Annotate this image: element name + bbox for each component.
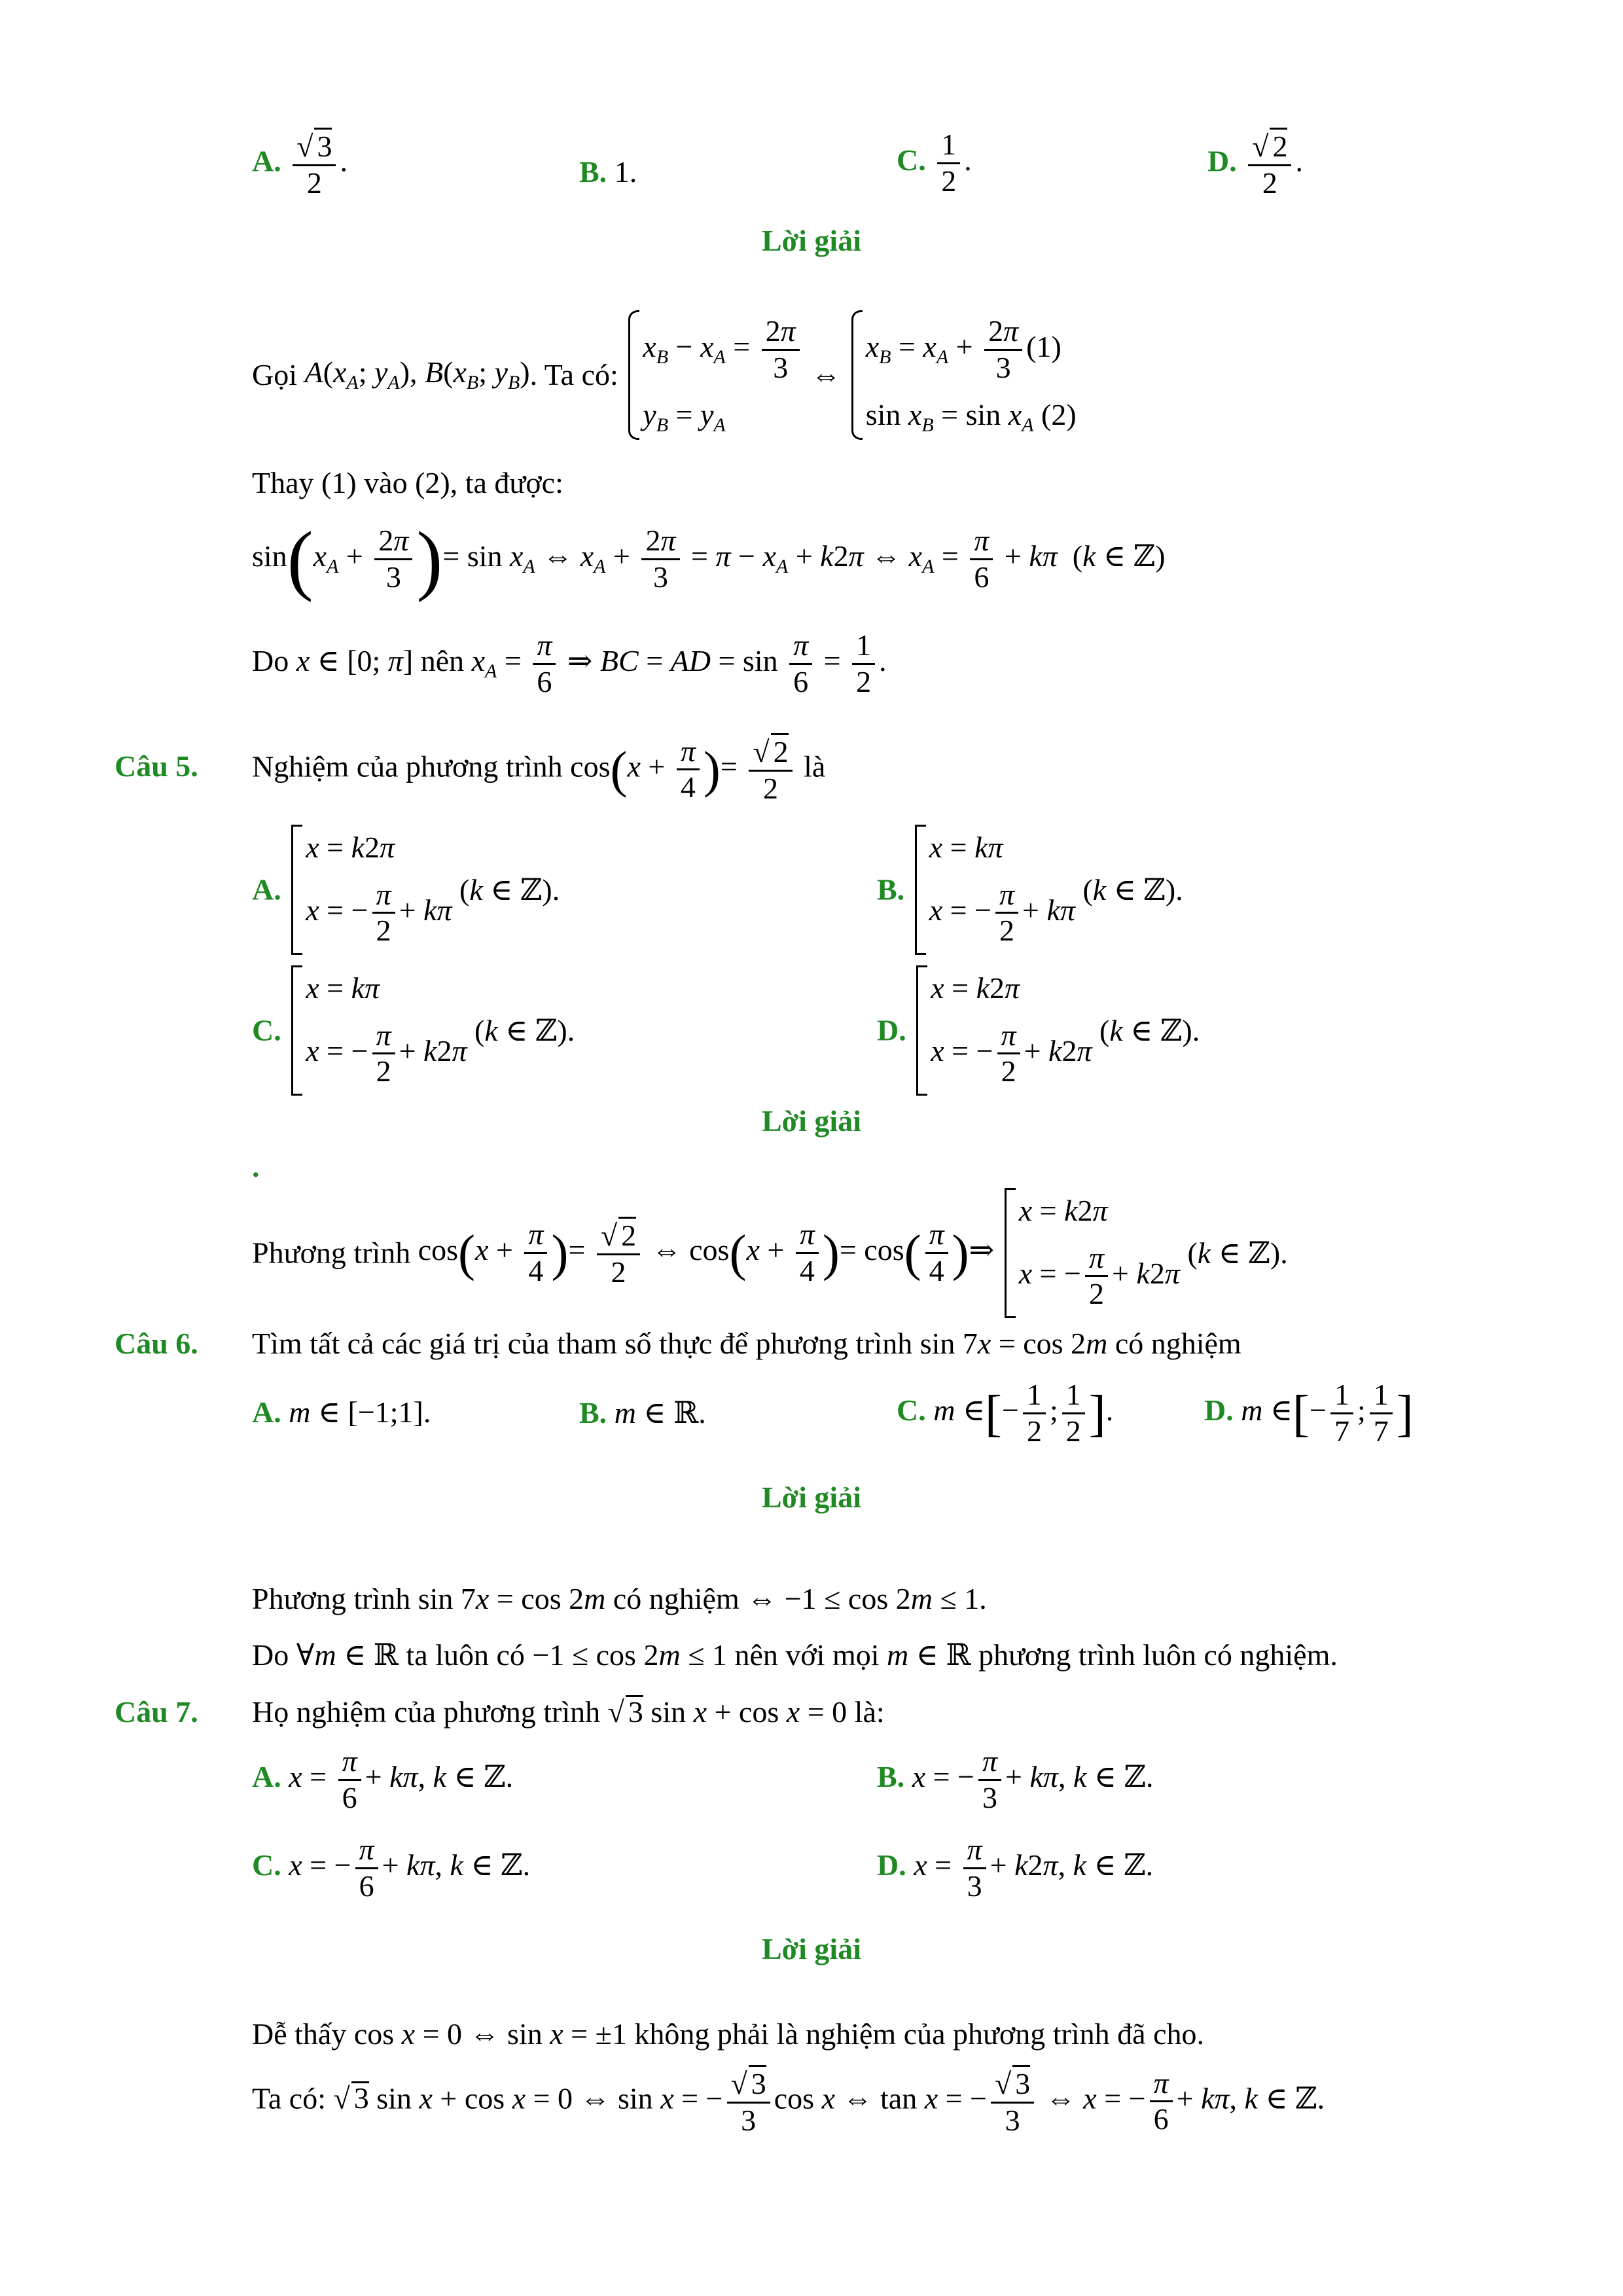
q6-option-b: B. m ∈ ℝ. bbox=[579, 1395, 706, 1430]
q5-option-a: A. x = k2π x = − $\frac{\pi}{2}$ + kπ (k ∈ ℤ). bbox=[252, 825, 560, 955]
q4-option-a: A. $\frac{√ 3}{2}$ . bbox=[252, 128, 348, 201]
q4-option-c: C. $\frac{1}{2}$ . bbox=[897, 128, 972, 198]
q5-dot: . bbox=[252, 1150, 260, 1183]
q4-option-d: D. $\frac{√ 2}{2}$ . bbox=[1207, 128, 1303, 201]
q4-system-1: $x_B - x_A$ = $\frac{2\pi}{3}$ $y_B = y_A$ bbox=[626, 308, 803, 442]
q4-system-2: $x_B = x_A$ + $\frac{2\pi}{3}$ (1) $\sin x_B = \sin x_A$ (2) bbox=[849, 308, 1077, 442]
q5-solution: Phương trình cos(x + $\frac{\pi}{4}$ )= $\frac{√ 2}{2}$ ⇔ cos(x + $\frac{\pi}{4}$ )= cos( $\frac{\pi}{4}$ )⇒ x = k2π x = − $\frac{\pi}{2}$ + k2π (k ∈ ℤ). bbox=[252, 1188, 1288, 1318]
q6-solution-line-1: Phương trình sin 7x = cos 2m có nghiệm ⇔ −1 ≤ cos 2m ≤ 1. bbox=[252, 1582, 987, 1615]
q6-solution-line-2: Do ∀m ∈ ℝ ta luôn có −1 ≤ cos 2m ≤ 1 nên với mọi m ∈ ℝ phương trình luôn có nghiệm. bbox=[252, 1637, 1338, 1672]
q4-solution-line-2: Thay (1) vào (2), ta được: bbox=[252, 466, 563, 499]
q5-question: Câu 5. Nghiệm của phương trình cos(x + $\frac{\pi}{4}$ )= $\frac{√ 2}{2}$ là bbox=[115, 734, 826, 805]
q7-option-b: B. x = − $\frac{\pi}{3}$ + kπ, k ∈ ℤ. bbox=[877, 1744, 1154, 1814]
q6-options bbox=[252, 1378, 1430, 1463]
q5-loi-giai-heading: Lời giải bbox=[762, 1104, 861, 1138]
q4-options bbox=[252, 128, 1364, 213]
q7-option-c: C. x = − $\frac{\pi}{6}$ + kπ, k ∈ ℤ. bbox=[252, 1833, 531, 1903]
q7-question: Câu 7. Họ nghiệm của phương trình √ 3 sin x + cos x = 0 là: bbox=[115, 1695, 885, 1729]
q7-option-a: A. x = $\frac{\pi}{6}$ + kπ, k ∈ ℤ. bbox=[252, 1744, 514, 1814]
q7-solution-line-2: Ta có: √ 3 sin x + cos x = 0 ⇔ sin x = − $\frac{√ 3}{3}$ cos x ⇔ tan x = − $\frac{√ 3}{3}$ ⇔ x = − $\frac{\pi}{6}$ + kπ, k ∈ ℤ. bbox=[252, 2066, 1325, 2137]
q6-option-d: D. m ∈[− $\frac{1}{7}$ ; $\frac{1}{7}$ ] bbox=[1204, 1378, 1414, 1448]
q5-option-d: D. x = k2π x = − $\frac{\pi}{2}$ + k2π (k ∈ ℤ). bbox=[877, 965, 1200, 1096]
q4-solution-line-3: $\sin(x_A$ + $\frac{2\pi}{3}$ )= $\sin x_A$ ⇔ $x_A$ + $\frac{2\pi}{3}$ = $\pi - x_A + k2\pi$ ⇔ $x_A$ = $\frac{\pi}{6}$ + kπ (k ∈ ℤ) bbox=[252, 515, 1166, 603]
q7-option-d: D. x = $\frac{\pi}{3}$ + k2π, k ∈ ℤ. bbox=[877, 1833, 1154, 1903]
q4-solution-line-1: Gọi $A(x_A$; $y_A$), $B(x_B$; $y_B$). Ta có: $x_B - x_A$ = $\frac{2\pi}{3}$ $y_B = y_A$ ⇔ $x_B = x_A$ + $\frac{2\pi}{3}$ (1) $\sin x_B = \sin x_A$ (2) bbox=[252, 308, 1077, 442]
q6-loi-giai-heading: Lời giải bbox=[762, 1480, 861, 1514]
q6-option-c: C. m ∈[− $\frac{1}{2}$ ; $\frac{1}{2}$ ]. bbox=[897, 1378, 1114, 1448]
q6-question: Câu 6. Tìm tất cả các giá trị của tham số thực để phương trình sin 7x = cos 2m có nghiệm bbox=[115, 1327, 1241, 1360]
q4-option-b: B. 1. bbox=[579, 155, 637, 188]
q6-option-a: A. m ∈ [−1;1]. bbox=[252, 1395, 431, 1429]
q7-loi-giai-heading: Lời giải bbox=[762, 1932, 861, 1965]
q7-solution-line-1: Dễ thấy cos x = 0 ⇔ sin x = ±1 không phải là nghiệm của phương trình đã cho. bbox=[252, 2017, 1205, 2051]
q5-option-c: C. x = kπ x = − $\frac{\pi}{2}$ + k2π (k ∈ ℤ). bbox=[252, 965, 575, 1096]
q5-option-b: B. x = kπ x = − $\frac{\pi}{2}$ + kπ (k ∈ ℤ). bbox=[877, 825, 1183, 955]
q4-solution-line-4: Do x ∈ [0; π] nên $x_A$ = $\frac{\pi}{6}$ ⇒ BC = AD = sin $\frac{\pi}{6}$ = $\frac{1}{2}$ . bbox=[252, 628, 887, 698]
q4-loi-giai-heading: Lời giải bbox=[762, 224, 861, 257]
